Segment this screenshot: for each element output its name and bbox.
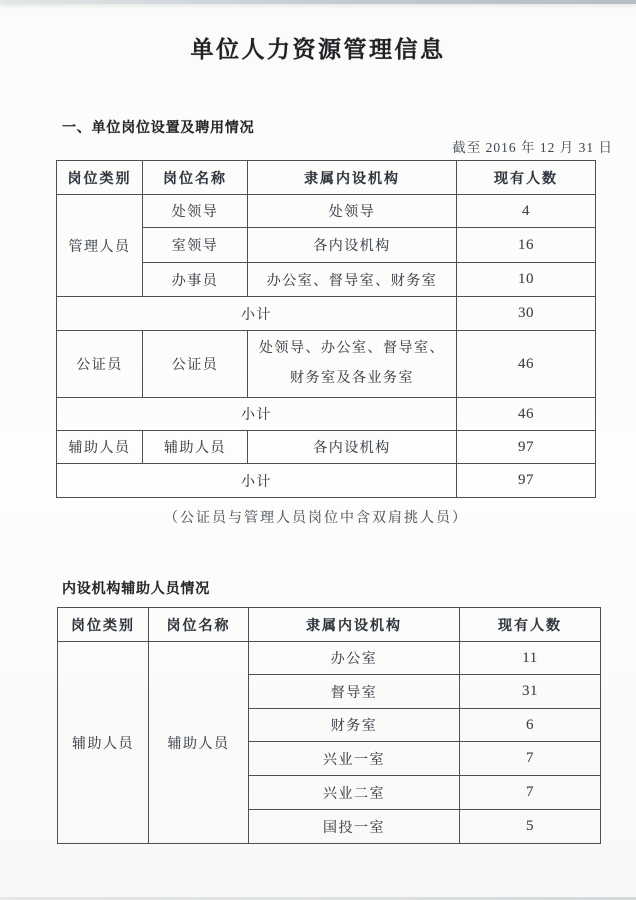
position-cell: 办事员 xyxy=(143,263,248,297)
as-of-date-note: 截至 2016 年 12 月 31 日 xyxy=(452,140,613,155)
org-cell: 财务室 xyxy=(249,709,460,742)
section2-heading: 内设机构辅助人员情况 xyxy=(62,580,210,596)
org-cell: 兴业二室 xyxy=(249,776,460,810)
org-cell: 处领导 xyxy=(248,195,457,228)
org-cell: 国投一室 xyxy=(249,810,460,844)
category-cell-auxiliary: 辅助人员 xyxy=(57,431,143,464)
table1-footnote: （公证员与管理人员岗位中含双肩挑人员） xyxy=(164,511,468,526)
headcount-cell: 7 xyxy=(460,776,601,810)
table-row xyxy=(57,331,596,398)
headcount-cell: 10 xyxy=(457,263,596,297)
column-header-position: 岗位名称 xyxy=(143,161,248,195)
subtotal-label-cell: 小计 xyxy=(57,398,457,431)
subtotal-label-cell: 小计 xyxy=(57,297,457,331)
auxiliary-staff-table xyxy=(57,607,601,844)
category-cell-management: 管理人员 xyxy=(57,195,143,297)
position-cell: 辅助人员 xyxy=(143,431,248,464)
subtotal-value-cell: 46 xyxy=(457,398,596,431)
position-cell-auxiliary: 辅助人员 xyxy=(149,642,249,844)
table1-header-row xyxy=(57,161,596,195)
position-cell: 室领导 xyxy=(143,228,248,263)
org-cell: 办公室、督导室、财务室 xyxy=(248,263,457,297)
table-row xyxy=(57,431,596,464)
headcount-cell: 11 xyxy=(460,642,601,675)
org-cell: 各内设机构 xyxy=(248,431,457,464)
column-header-org: 隶属内设机构 xyxy=(248,161,457,195)
position-cell: 公证员 xyxy=(143,331,248,398)
staffing-overview-table xyxy=(56,160,596,498)
org-cell: 督导室 xyxy=(249,675,460,709)
scan-top-edge-artifact xyxy=(0,0,636,4)
table-row xyxy=(58,642,601,675)
document-title: 单位人力资源管理信息 xyxy=(190,36,446,62)
subtotal-value-cell: 97 xyxy=(457,464,596,498)
org-cell: 处领导、办公室、督导室、财务室及各业务室 xyxy=(248,331,457,398)
column-header-headcount: 现有人数 xyxy=(457,161,596,195)
column-header-category: 岗位类别 xyxy=(57,161,143,195)
position-cell: 处领导 xyxy=(143,195,248,228)
subtotal-row xyxy=(57,398,596,431)
subtotal-row xyxy=(57,464,596,498)
column-header-headcount: 现有人数 xyxy=(460,608,601,642)
headcount-cell: 6 xyxy=(460,709,601,742)
section1-heading: 一、单位岗位设置及聘用情况 xyxy=(62,119,255,135)
org-cell: 办公室 xyxy=(249,642,460,675)
headcount-cell: 4 xyxy=(457,195,596,228)
subtotal-label-cell: 小计 xyxy=(57,464,457,498)
org-cell: 各内设机构 xyxy=(248,228,457,263)
subtotal-row xyxy=(57,297,596,331)
table-row xyxy=(57,195,596,228)
category-cell-auxiliary: 辅助人员 xyxy=(58,642,149,844)
column-header-position: 岗位名称 xyxy=(149,608,249,642)
subtotal-value-cell: 30 xyxy=(457,297,596,331)
headcount-cell: 16 xyxy=(457,228,596,263)
column-header-org: 隶属内设机构 xyxy=(249,608,460,642)
headcount-cell: 46 xyxy=(457,331,596,398)
headcount-cell: 97 xyxy=(457,431,596,464)
headcount-cell: 31 xyxy=(460,675,601,709)
category-cell-notary: 公证员 xyxy=(57,331,143,398)
headcount-cell: 7 xyxy=(460,742,601,776)
headcount-cell: 5 xyxy=(460,810,601,844)
column-header-category: 岗位类别 xyxy=(58,608,149,642)
org-cell: 兴业一室 xyxy=(249,742,460,776)
table2-header-row xyxy=(58,608,601,642)
